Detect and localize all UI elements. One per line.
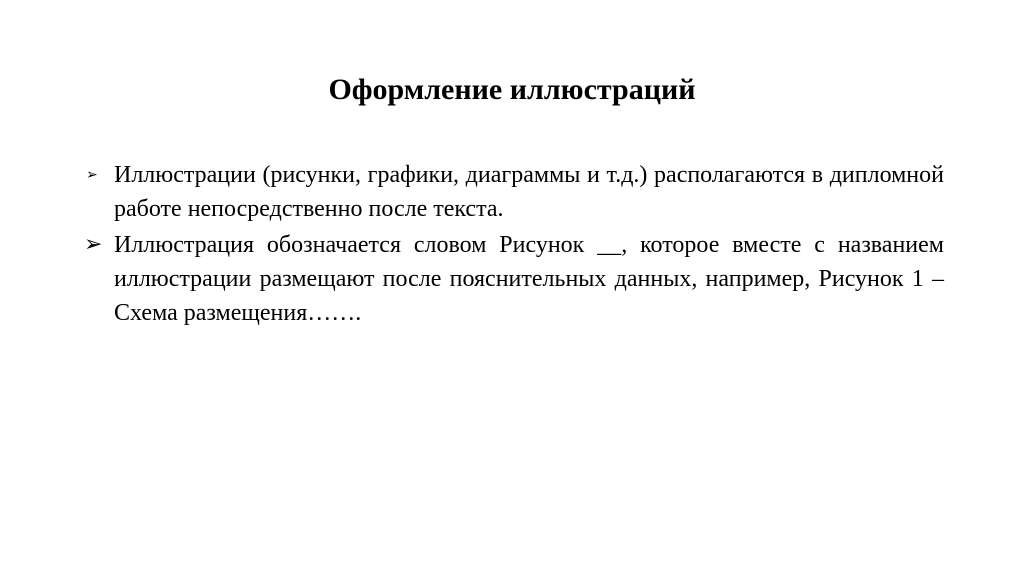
arrow-bullet-icon: ➢: [84, 232, 103, 257]
bullet-list: [84, 158, 944, 332]
bullet-item: [84, 228, 944, 330]
slide-title: Оформление иллюстраций: [328, 73, 696, 106]
bullet-text: Иллюстрация обозначается словом Рисунок __, которое вместе с названием иллюстрации размещают после пояснительных данных, например, Рисунок 1 – Схема размещения…….: [114, 232, 944, 326]
bullet-text: Иллюстрации (рисунки, графики, диаграммы и т.д.) располагаются в дипломной работе непосредственно после текста.: [114, 162, 944, 222]
arrow-bullet-icon: ➢: [86, 167, 98, 183]
bullet-item: [84, 158, 944, 226]
